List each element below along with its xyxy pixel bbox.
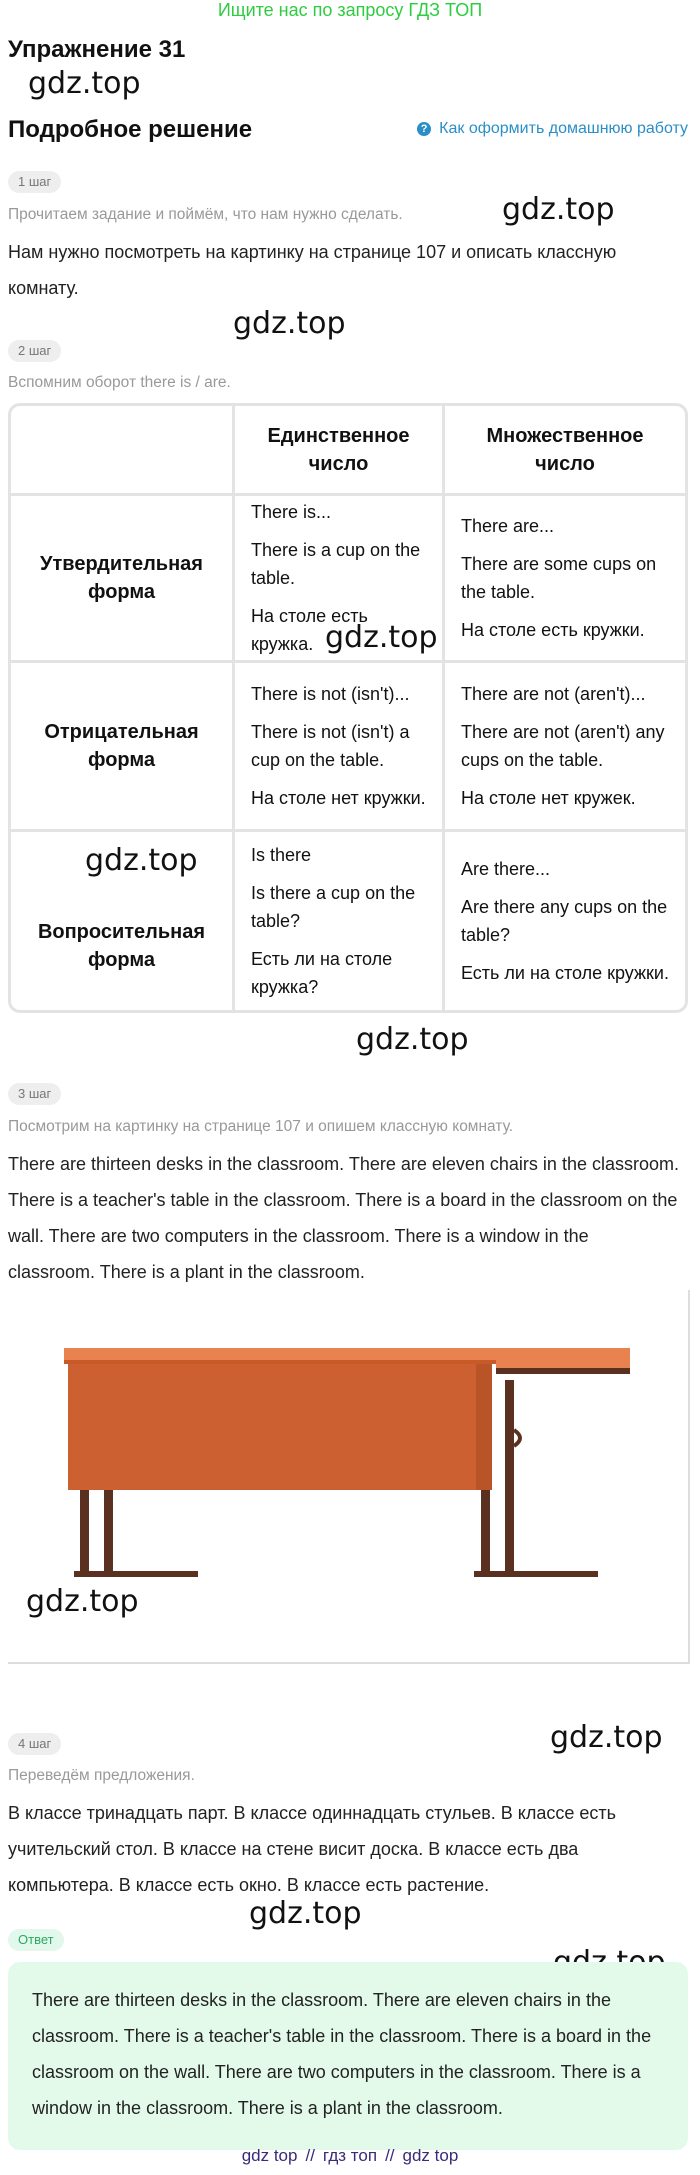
footer-link[interactable]: gdz top bbox=[402, 2146, 459, 2165]
cell-interrogative-plural: Are there... Are there any cups on the table? Есть ли на столе кружки. bbox=[461, 859, 669, 983]
step3-text: There are thirteen desks in the classroom. There are eleven chairs in the classroom. There is a teacher's table in the classroom. There is a board in the classroom on the wall. There are two computers in the classroom. There is a window in the classroom. There is a plant in the classroom. bbox=[8, 1154, 679, 1282]
there-is-are-table bbox=[8, 403, 688, 1013]
step4-text: В классе тринадцать парт. В классе одиннадцать стульев. В классе есть учительский стол. В классе на стене висит доска. В классе есть два компьютера. В классе есть окно. В классе есть растение. bbox=[8, 1803, 617, 1895]
footer-separator: // bbox=[385, 2146, 395, 2165]
step1-text: Нам нужно посмотреть на картинку на странице 107 и описать классную комнату. bbox=[8, 242, 617, 298]
cell-negative-plural: There are not (aren't)... There are not (aren't) any cups on the table. На столе нет кружек. bbox=[445, 663, 685, 832]
watermark: gdz.top bbox=[550, 1720, 663, 1755]
row-head-affirmative: Утвердительная форма bbox=[11, 496, 235, 663]
watermark: gdz.top bbox=[28, 66, 141, 101]
step-badge-2: 2 шаг bbox=[8, 340, 61, 362]
search-banner: Ищите нас по запросу ГДЗ ТОП bbox=[217, 0, 483, 20]
answer-text: There are thirteen desks in the classroom. There are eleven chairs in the classroom. There is a teacher's table in the classroom. There is a board in the classroom on the wall. There are two computers in the classroom. There is a window in the classroom. There is a plant in the classroom. bbox=[32, 1990, 652, 2118]
watermark: gdz.top bbox=[233, 306, 346, 341]
solution-title: Подробное решение bbox=[8, 116, 253, 143]
footer-link[interactable]: gdz top bbox=[241, 2146, 298, 2165]
row-head-negative: Отрицательная форма bbox=[11, 663, 235, 832]
row-head-interrogative: Вопросительная форма bbox=[11, 832, 235, 1010]
answer-badge: Ответ bbox=[8, 1929, 64, 1951]
cell-interrogative-singular: Is there Is there a cup on the table? Есть ли на столе кружка? bbox=[235, 832, 445, 1010]
exercise-title: Упражнение 31 bbox=[8, 36, 186, 63]
watermark: gdz.top bbox=[26, 1584, 139, 1619]
watermark: gdz.top bbox=[85, 843, 198, 878]
table-header-singular: Единственное число bbox=[235, 406, 445, 496]
watermark: gdz.top bbox=[325, 620, 438, 655]
step-badge-4: 4 шаг bbox=[8, 1733, 61, 1755]
table-header-plural: Множественное число bbox=[445, 406, 685, 496]
step2-note: Вспомним оборот there is / are. bbox=[8, 374, 231, 391]
step3-note: Посмотрим на картинку на странице 107 и опишем классную комнату. bbox=[8, 1118, 514, 1135]
cell-affirmative-singular: There is... There is a cup on the table. На столе есть кружка. bbox=[235, 496, 445, 663]
step-badge-1: 1 шаг bbox=[8, 171, 61, 193]
footer-separator: // bbox=[305, 2146, 315, 2165]
step4-note: Переведём предложения. bbox=[8, 1767, 195, 1784]
question-icon: ? bbox=[417, 122, 431, 136]
watermark: gdz.top bbox=[502, 192, 615, 227]
howto-link[interactable] bbox=[417, 120, 688, 138]
table-header-empty bbox=[11, 406, 235, 496]
step1-note: Прочитаем задание и поймём, что нам нужно сделать. bbox=[8, 206, 403, 223]
footer-links bbox=[0, 2146, 700, 2166]
cell-affirmative-plural: There are... There are some cups on the table. На столе есть кружки. bbox=[445, 496, 685, 663]
footer-link[interactable]: гдз топ bbox=[322, 2146, 378, 2165]
step-badge-3: 3 шаг bbox=[8, 1083, 61, 1105]
watermark: gdz.top bbox=[249, 1896, 362, 1931]
answer-box bbox=[8, 1962, 688, 2150]
cell-negative-singular: There is not (isn't)... There is not (isn't) a cup on the table. На столе нет кружки. bbox=[235, 663, 445, 832]
howto-link-label: Как оформить домашнюю работу bbox=[439, 120, 688, 137]
watermark: gdz.top bbox=[356, 1022, 469, 1057]
